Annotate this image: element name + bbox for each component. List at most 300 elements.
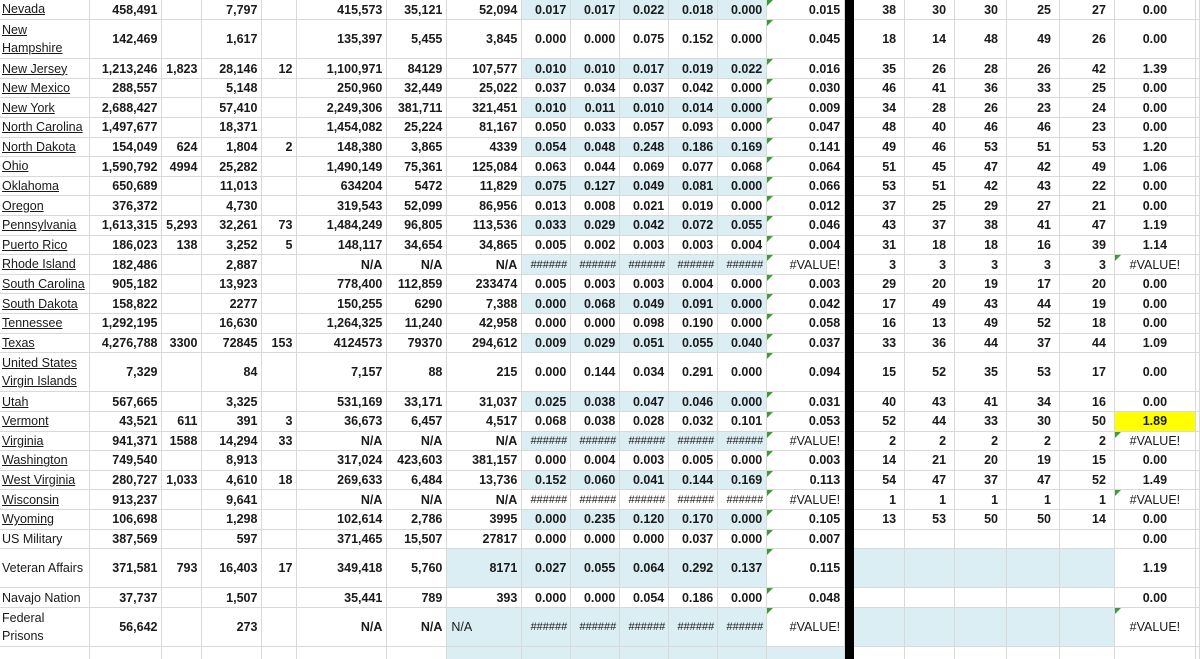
cell-rank3[interactable]: 18	[955, 235, 1007, 255]
cell-ratio[interactable]: 0.00	[1114, 274, 1195, 294]
cell-rank5[interactable]: 25	[1059, 78, 1114, 98]
cell-col2[interactable]	[162, 196, 202, 216]
cell-state[interactable]	[0, 118, 90, 138]
cell-col2[interactable]	[162, 392, 202, 412]
cell-col7[interactable]: 34,865	[447, 235, 522, 255]
cell-rate1[interactable]: ######	[522, 431, 571, 451]
cell-rank1[interactable]: 51	[854, 157, 905, 177]
cell-rate5[interactable]: 0.137	[718, 549, 767, 588]
cell-edge[interactable]	[1195, 157, 1199, 177]
cell-rate-avg[interactable]: #VALUE!	[767, 431, 845, 451]
cell-rate4[interactable]: ######	[669, 431, 718, 451]
cell-rate2[interactable]: 0.003	[571, 274, 620, 294]
cell-col2[interactable]	[162, 78, 202, 98]
cell-col6[interactable]: 381,711	[387, 98, 447, 118]
cell-rate4[interactable]: 0.170	[669, 509, 718, 529]
cell-edge[interactable]	[1195, 353, 1199, 392]
cell-col7[interactable]: 113,536	[447, 216, 522, 236]
cell-rate4[interactable]: 0.003	[669, 235, 718, 255]
cell-rate3[interactable]: 0.034	[620, 353, 669, 392]
cell-col2[interactable]: 4994	[162, 157, 202, 177]
cell-state[interactable]	[0, 490, 90, 510]
cell-rank4[interactable]: 53	[1007, 353, 1060, 392]
cell-rate4[interactable]: 0.018	[669, 0, 718, 20]
cell-rate1[interactable]: 0.005	[522, 274, 571, 294]
cell-col3[interactable]: 16,403	[202, 549, 262, 588]
cell-col6[interactable]: 423,603	[387, 451, 447, 471]
cell-col7[interactable]: 3,845	[447, 20, 522, 59]
cell-col2[interactable]	[162, 647, 202, 659]
cell-col2[interactable]	[162, 353, 202, 392]
cell-rate3[interactable]: 0.041	[620, 470, 669, 490]
cell-col5[interactable]: 269,633	[297, 470, 387, 490]
cell-edge[interactable]	[1195, 549, 1199, 588]
cell-rank2[interactable]: 14	[905, 20, 955, 59]
cell-rate-avg[interactable]: 0.007	[767, 529, 845, 549]
cell-col1[interactable]: 458,491	[90, 0, 162, 20]
cell-rank3[interactable]: 53	[955, 137, 1007, 157]
cell-rank5[interactable]	[1059, 647, 1114, 659]
cell-rank5[interactable]: 19	[1059, 294, 1114, 314]
cell-rate-avg[interactable]: #VALUE!	[767, 255, 845, 275]
cell-col1[interactable]: 7,329	[90, 353, 162, 392]
cell-rank4[interactable]: 34	[1007, 392, 1060, 412]
cell-col5[interactable]: 148,117	[297, 235, 387, 255]
cell-rank4[interactable]: 23	[1007, 98, 1060, 118]
cell-col2[interactable]	[162, 98, 202, 118]
cell-edge[interactable]	[1195, 59, 1199, 79]
cell-col3[interactable]: 84	[202, 353, 262, 392]
cell-col2[interactable]: 793	[162, 549, 202, 588]
cell-rank1[interactable]: 3	[854, 255, 905, 275]
cell-rank1[interactable]: 43	[854, 216, 905, 236]
cell-edge[interactable]	[1195, 78, 1199, 98]
cell-col4[interactable]	[262, 20, 297, 59]
cell-col3[interactable]: 11,013	[202, 176, 262, 196]
cell-rank4[interactable]: 47	[1007, 470, 1060, 490]
cell-col5[interactable]: N/A	[297, 490, 387, 510]
cell-state[interactable]	[0, 20, 90, 59]
cell-rank2[interactable]: 40	[905, 118, 955, 138]
cell-col1[interactable]: 37,737	[90, 588, 162, 608]
cell-rate5[interactable]: 0.022	[718, 59, 767, 79]
cell-rate1[interactable]: ######	[522, 490, 571, 510]
cell-col7[interactable]: 3995	[447, 509, 522, 529]
cell-rank3[interactable]: 43	[955, 294, 1007, 314]
cell-col1[interactable]: 650,689	[90, 176, 162, 196]
cell-rate3[interactable]: 0.075	[620, 20, 669, 59]
cell-rate-avg[interactable]: 0.016	[767, 59, 845, 79]
cell-col5[interactable]: 349,418	[297, 549, 387, 588]
cell-edge[interactable]	[1195, 137, 1199, 157]
cell-col7[interactable]: 42,958	[447, 314, 522, 334]
cell-rate1[interactable]: 0.000	[522, 529, 571, 549]
cell-rate5[interactable]: ######	[718, 431, 767, 451]
cell-rank2[interactable]: 21	[905, 451, 955, 471]
cell-rank2[interactable]: 53	[905, 509, 955, 529]
cell-col4[interactable]	[262, 647, 297, 659]
cell-col2[interactable]: 624	[162, 137, 202, 157]
cell-state[interactable]	[0, 59, 90, 79]
cell-col3[interactable]: 14,294	[202, 431, 262, 451]
cell-rank4[interactable]	[1007, 588, 1060, 608]
cell-rate-avg[interactable]: 0.009	[767, 98, 845, 118]
cell-col5[interactable]: 778,400	[297, 274, 387, 294]
cell-edge[interactable]	[1195, 98, 1199, 118]
cell-col3[interactable]: 597	[202, 529, 262, 549]
cell-rate3[interactable]: 0.047	[620, 392, 669, 412]
cell-col7[interactable]: N/A	[447, 431, 522, 451]
cell-rate3[interactable]: 0.049	[620, 176, 669, 196]
cell-rank4[interactable]: 16	[1007, 235, 1060, 255]
cell-col3[interactable]: 391	[202, 411, 262, 431]
cell-col6[interactable]: 84129	[387, 59, 447, 79]
cell-col1[interactable]: 2,688,427	[90, 98, 162, 118]
cell-rank2[interactable]: 47	[905, 470, 955, 490]
cell-rate2[interactable]: 0.000	[571, 314, 620, 334]
cell-rate5[interactable]: ######	[718, 607, 767, 646]
cell-state[interactable]	[0, 549, 90, 588]
cell-rank1[interactable]: 46	[854, 78, 905, 98]
cell-edge[interactable]	[1195, 470, 1199, 490]
cell-col3[interactable]: 16,630	[202, 314, 262, 334]
cell-rate1[interactable]: 0.037	[522, 78, 571, 98]
cell-rank3[interactable]: 38	[955, 216, 1007, 236]
cell-rate1[interactable]: 0.025	[522, 392, 571, 412]
cell-rate5[interactable]: 0.000	[718, 196, 767, 216]
cell-col7[interactable]: 8171	[447, 549, 522, 588]
cell-col1[interactable]: 288,557	[90, 78, 162, 98]
cell-rank4[interactable]: 27	[1007, 196, 1060, 216]
cell-state[interactable]	[0, 176, 90, 196]
cell-rank3[interactable]: 33	[955, 411, 1007, 431]
cell-col7[interactable]: N/A	[447, 607, 522, 646]
cell-rank1[interactable]: 49	[854, 137, 905, 157]
cell-rate2[interactable]: 0.029	[571, 333, 620, 353]
cell-col3[interactable]: 32,261	[202, 216, 262, 236]
cell-col5[interactable]: 2,249,306	[297, 98, 387, 118]
cell-rate5[interactable]: 0.000	[718, 392, 767, 412]
cell-edge[interactable]	[1195, 529, 1199, 549]
cell-col3[interactable]: 4,610	[202, 470, 262, 490]
cell-rate4[interactable]: 0.032	[669, 411, 718, 431]
cell-col4[interactable]	[262, 98, 297, 118]
cell-rank2[interactable]: 36	[905, 333, 955, 353]
cell-col7[interactable]: 11,829	[447, 176, 522, 196]
cell-rate4[interactable]: 0.019	[669, 59, 718, 79]
cell-col7[interactable]: N/A	[447, 255, 522, 275]
cell-rank5[interactable]: 44	[1059, 333, 1114, 353]
cell-rate5[interactable]: 0.000	[718, 314, 767, 334]
cell-state[interactable]	[0, 216, 90, 236]
cell-rank4[interactable]: 49	[1007, 20, 1060, 59]
cell-rank5[interactable]: 22	[1059, 176, 1114, 196]
cell-rate-avg[interactable]: 0.037	[767, 333, 845, 353]
cell-edge[interactable]	[1195, 196, 1199, 216]
cell-col4[interactable]: 18	[262, 470, 297, 490]
cell-rank4[interactable]: 33	[1007, 78, 1060, 98]
cell-rank4[interactable]: 37	[1007, 333, 1060, 353]
cell-rate1[interactable]: 0.000	[522, 509, 571, 529]
cell-rate1[interactable]: 0.075	[522, 176, 571, 196]
cell-rate5[interactable]: 0.000	[718, 294, 767, 314]
cell-col2[interactable]	[162, 490, 202, 510]
cell-rate3[interactable]: 0.042	[620, 216, 669, 236]
cell-state[interactable]	[0, 294, 90, 314]
cell-col7[interactable]: 25,022	[447, 78, 522, 98]
cell-state[interactable]	[0, 196, 90, 216]
cell-rate-avg[interactable]: 0.115	[767, 549, 845, 588]
cell-rate-avg[interactable]: 0.042	[767, 294, 845, 314]
cell-rate2[interactable]: 0.038	[571, 392, 620, 412]
cell-edge[interactable]	[1195, 255, 1199, 275]
cell-rate3[interactable]: 0.003	[620, 235, 669, 255]
cell-rate1[interactable]: 0.000	[522, 314, 571, 334]
cell-ratio[interactable]: #VALUE!	[1114, 490, 1195, 510]
cell-col6[interactable]: 35,121	[387, 0, 447, 20]
cell-col1[interactable]: 941,371	[90, 431, 162, 451]
cell-edge[interactable]	[1195, 176, 1199, 196]
cell-rate2[interactable]: 0.055	[571, 549, 620, 588]
cell-rank2[interactable]: 26	[905, 59, 955, 79]
cell-rate4[interactable]: 0.081	[669, 176, 718, 196]
cell-rate1[interactable]: 0.033	[522, 216, 571, 236]
cell-rate3[interactable]: 0.021	[620, 196, 669, 216]
cell-rank4[interactable]: 2	[1007, 431, 1060, 451]
cell-col1[interactable]: 371,581	[90, 549, 162, 588]
cell-rate1[interactable]: 0.005	[522, 235, 571, 255]
cell-rank5[interactable]: 26	[1059, 20, 1114, 59]
cell-rate1[interactable]: 0.152	[522, 470, 571, 490]
cell-rate4[interactable]: ######	[669, 607, 718, 646]
cell-col2[interactable]: 3300	[162, 333, 202, 353]
cell-rate5[interactable]: 0.040	[718, 333, 767, 353]
cell-rate1[interactable]: 0.050	[522, 118, 571, 138]
cell-rate-avg[interactable]: 0.048	[767, 588, 845, 608]
cell-rank3[interactable]: 42	[955, 176, 1007, 196]
cell-state[interactable]	[0, 274, 90, 294]
cell-rate-avg[interactable]: 0.058	[767, 314, 845, 334]
cell-rate5[interactable]: 0.000	[718, 451, 767, 471]
cell-rank1[interactable]: 17	[854, 294, 905, 314]
cell-rank2[interactable]	[905, 647, 955, 659]
cell-col7[interactable]: 81,167	[447, 118, 522, 138]
cell-rate2[interactable]: 0.060	[571, 470, 620, 490]
cell-col6[interactable]: 5,455	[387, 20, 447, 59]
cell-col1[interactable]: 1,292,195	[90, 314, 162, 334]
cell-col5[interactable]: 36,673	[297, 411, 387, 431]
cell-col2[interactable]	[162, 588, 202, 608]
cell-ratio[interactable]: 0.00	[1114, 451, 1195, 471]
cell-rank5[interactable]: 42	[1059, 59, 1114, 79]
cell-rank1[interactable]: 1	[854, 490, 905, 510]
cell-col6[interactable]: 33,171	[387, 392, 447, 412]
cell-rank2[interactable]: 43	[905, 392, 955, 412]
cell-col4[interactable]	[262, 392, 297, 412]
cell-rank3[interactable]: 46	[955, 118, 1007, 138]
cell-rate2[interactable]: 0.008	[571, 196, 620, 216]
cell-rank4[interactable]: 43	[1007, 176, 1060, 196]
cell-col6[interactable]	[387, 647, 447, 659]
cell-col5[interactable]: 634204	[297, 176, 387, 196]
cell-edge[interactable]	[1195, 431, 1199, 451]
cell-col3[interactable]: 1,507	[202, 588, 262, 608]
cell-col3[interactable]: 273	[202, 607, 262, 646]
cell-rate1[interactable]: ######	[522, 255, 571, 275]
cell-rate2[interactable]: 0.034	[571, 78, 620, 98]
cell-edge[interactable]	[1195, 411, 1199, 431]
cell-rank1[interactable]	[854, 549, 905, 588]
cell-rate2[interactable]: 0.010	[571, 59, 620, 79]
cell-col5[interactable]: 531,169	[297, 392, 387, 412]
cell-rank3[interactable]	[955, 529, 1007, 549]
cell-rate4[interactable]: 0.055	[669, 333, 718, 353]
cell-rank5[interactable]: 20	[1059, 274, 1114, 294]
cell-rate5[interactable]: 0.169	[718, 137, 767, 157]
cell-rate5[interactable]: 0.000	[718, 509, 767, 529]
cell-col5[interactable]: 415,573	[297, 0, 387, 20]
cell-rank1[interactable]: 14	[854, 451, 905, 471]
cell-rank3[interactable]: 20	[955, 451, 1007, 471]
cell-col7[interactable]: 215	[447, 353, 522, 392]
cell-rank1[interactable]: 31	[854, 235, 905, 255]
cell-col4[interactable]	[262, 176, 297, 196]
cell-col2[interactable]: 5,293	[162, 216, 202, 236]
cell-col6[interactable]: 88	[387, 353, 447, 392]
cell-state[interactable]	[0, 431, 90, 451]
cell-rank2[interactable]	[905, 529, 955, 549]
cell-rate-avg[interactable]: #VALUE!	[767, 607, 845, 646]
cell-rate5[interactable]: 0.000	[718, 529, 767, 549]
cell-rate4[interactable]: 0.072	[669, 216, 718, 236]
cell-rate2[interactable]: 0.033	[571, 118, 620, 138]
cell-col1[interactable]: 154,049	[90, 137, 162, 157]
cell-col7[interactable]: N/A	[447, 490, 522, 510]
cell-col3[interactable]: 7,797	[202, 0, 262, 20]
cell-col6[interactable]: 789	[387, 588, 447, 608]
cell-col5[interactable]: N/A	[297, 431, 387, 451]
cell-col1[interactable]	[90, 647, 162, 659]
cell-rate4[interactable]: 0.093	[669, 118, 718, 138]
cell-rate4[interactable]: 0.004	[669, 274, 718, 294]
cell-rank3[interactable]: 50	[955, 509, 1007, 529]
cell-rate1[interactable]: 0.000	[522, 20, 571, 59]
cell-edge[interactable]	[1195, 274, 1199, 294]
cell-ratio[interactable]: 1.06	[1114, 157, 1195, 177]
cell-col1[interactable]: 280,727	[90, 470, 162, 490]
cell-col1[interactable]: 4,276,788	[90, 333, 162, 353]
cell-rank3[interactable]: 47	[955, 157, 1007, 177]
cell-col2[interactable]	[162, 451, 202, 471]
cell-col4[interactable]: 17	[262, 549, 297, 588]
cell-col6[interactable]: 25,224	[387, 118, 447, 138]
cell-col5[interactable]: N/A	[297, 607, 387, 646]
cell-rate2[interactable]	[571, 647, 620, 659]
cell-col5[interactable]: 1,490,149	[297, 157, 387, 177]
cell-rate4[interactable]: 0.186	[669, 137, 718, 157]
cell-rank3[interactable]: 28	[955, 59, 1007, 79]
cell-rate3[interactable]: ######	[620, 431, 669, 451]
cell-edge[interactable]	[1195, 20, 1199, 59]
cell-rank1[interactable]: 29	[854, 274, 905, 294]
cell-col3[interactable]: 4,730	[202, 196, 262, 216]
cell-rate2[interactable]: ######	[571, 255, 620, 275]
cell-rank5[interactable]	[1059, 529, 1114, 549]
cell-col4[interactable]	[262, 78, 297, 98]
cell-rank3[interactable]: 2	[955, 431, 1007, 451]
cell-rate-avg[interactable]: 0.031	[767, 392, 845, 412]
cell-col5[interactable]: 4124573	[297, 333, 387, 353]
cell-rate5[interactable]: 0.000	[718, 20, 767, 59]
cell-col1[interactable]: 1,613,315	[90, 216, 162, 236]
cell-state[interactable]	[0, 529, 90, 549]
cell-rank5[interactable]	[1059, 607, 1114, 646]
cell-col5[interactable]: 150,255	[297, 294, 387, 314]
cell-rank1[interactable]: 33	[854, 333, 905, 353]
cell-rate2[interactable]: 0.011	[571, 98, 620, 118]
cell-rate2[interactable]: 0.002	[571, 235, 620, 255]
cell-rank5[interactable]	[1059, 549, 1114, 588]
cell-col4[interactable]	[262, 529, 297, 549]
cell-rate4[interactable]: 0.046	[669, 392, 718, 412]
cell-rate4[interactable]: 0.077	[669, 157, 718, 177]
cell-col7[interactable]: 294,612	[447, 333, 522, 353]
cell-rate2[interactable]: 0.029	[571, 216, 620, 236]
cell-rank5[interactable]: 3	[1059, 255, 1114, 275]
cell-rate1[interactable]: 0.010	[522, 98, 571, 118]
cell-rank2[interactable]: 37	[905, 216, 955, 236]
cell-col1[interactable]: 56,642	[90, 607, 162, 646]
cell-rate3[interactable]: 0.003	[620, 274, 669, 294]
cell-col4[interactable]	[262, 607, 297, 646]
cell-rank4[interactable]: 1	[1007, 490, 1060, 510]
cell-ratio[interactable]: 1.39	[1114, 59, 1195, 79]
cell-col6[interactable]: 52,099	[387, 196, 447, 216]
cell-rate-avg[interactable]: 0.004	[767, 235, 845, 255]
cell-ratio[interactable]: 1.89	[1114, 411, 1195, 431]
cell-rank3[interactable]: 3	[955, 255, 1007, 275]
cell-col4[interactable]: 12	[262, 59, 297, 79]
cell-rate-avg[interactable]: 0.046	[767, 216, 845, 236]
cell-col4[interactable]	[262, 509, 297, 529]
cell-rank4[interactable]: 26	[1007, 59, 1060, 79]
cell-rate3[interactable]: 0.069	[620, 157, 669, 177]
cell-rate-avg[interactable]: 0.003	[767, 274, 845, 294]
cell-rate1[interactable]: 0.000	[522, 451, 571, 471]
cell-ratio[interactable]: 0.00	[1114, 509, 1195, 529]
cell-col6[interactable]: 34,654	[387, 235, 447, 255]
cell-col4[interactable]	[262, 0, 297, 20]
cell-col6[interactable]: 5,760	[387, 549, 447, 588]
cell-col3[interactable]	[202, 647, 262, 659]
cell-rank5[interactable]: 53	[1059, 137, 1114, 157]
cell-rate4[interactable]: 0.005	[669, 451, 718, 471]
cell-rank5[interactable]: 50	[1059, 411, 1114, 431]
cell-rank5[interactable]: 47	[1059, 216, 1114, 236]
cell-col1[interactable]: 1,213,246	[90, 59, 162, 79]
cell-col2[interactable]: 1,033	[162, 470, 202, 490]
cell-col1[interactable]: 567,665	[90, 392, 162, 412]
cell-rank4[interactable]	[1007, 549, 1060, 588]
cell-col3[interactable]: 2,887	[202, 255, 262, 275]
cell-rank1[interactable]: 16	[854, 314, 905, 334]
cell-rank2[interactable]: 28	[905, 98, 955, 118]
cell-state[interactable]	[0, 392, 90, 412]
cell-state[interactable]	[0, 235, 90, 255]
cell-rank1[interactable]: 35	[854, 59, 905, 79]
cell-col7[interactable]: 4339	[447, 137, 522, 157]
cell-ratio[interactable]: 0.00	[1114, 196, 1195, 216]
